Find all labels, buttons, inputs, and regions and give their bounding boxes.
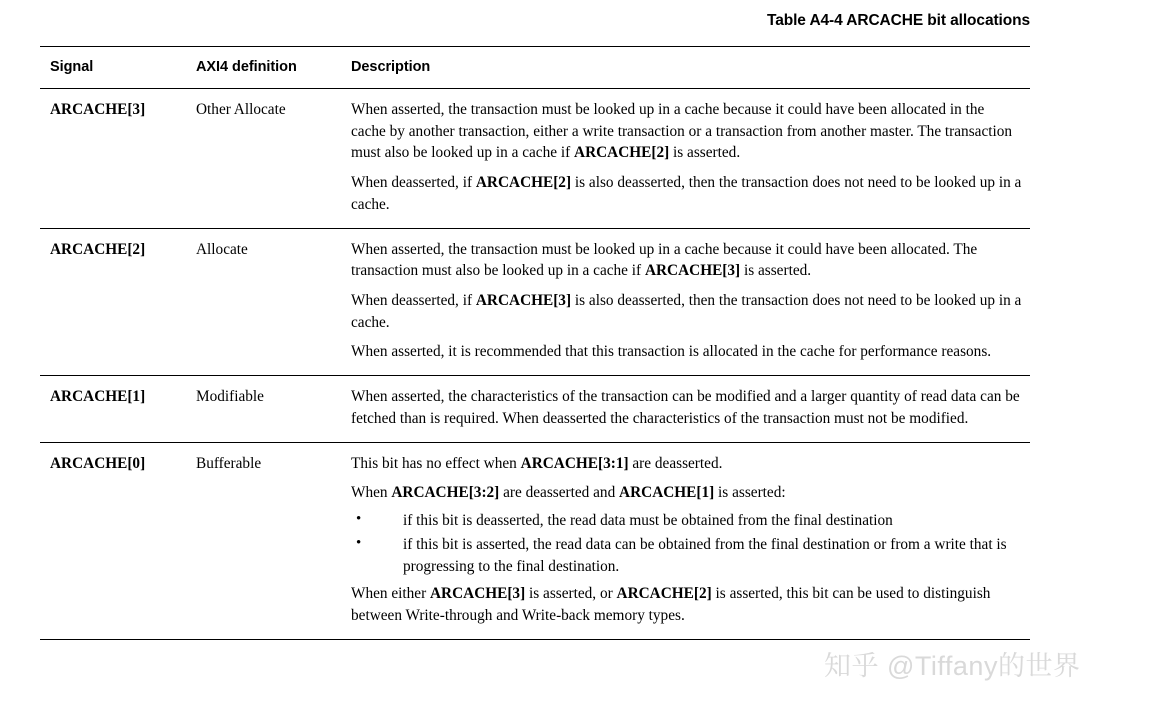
- signal-reference: ARCACHE[3]: [475, 292, 572, 310]
- signal-reference: ARCACHE[3:2]: [391, 484, 500, 502]
- signal-reference: ARCACHE[3]: [430, 585, 526, 603]
- column-header-description: Description: [341, 47, 1030, 89]
- description-paragraph: When asserted, the transaction must be looked up in a cache because it could have been allocated. The transaction must also be looked up in a cache if ARCACHE[3] is asserted.: [351, 240, 978, 280]
- cell-axi4-definition: Bufferable: [186, 442, 341, 639]
- cell-axi4-definition: Other Allocate: [186, 89, 341, 229]
- cell-signal: ARCACHE[0]: [40, 442, 186, 639]
- table-body: [40, 89, 1030, 640]
- signal-reference: ARCACHE[3]: [644, 262, 741, 280]
- table-caption: Table A4-4 ARCACHE bit allocations: [766, 12, 1030, 29]
- signal-reference: ARCACHE[2]: [475, 174, 572, 192]
- description-paragraph: When deasserted, if ARCACHE[3] is also deasserted, then the transaction does not need to be looked up in a cache.: [351, 292, 1022, 331]
- table-row: [40, 228, 1030, 376]
- description-paragraph: When asserted, the transaction must be looked up in a cache because it could have been allocated in the cache by another transaction, either a write transaction or a transaction from another master. The transaction must also be looked up in a cache if ARCACHE[2] is asserted.: [351, 101, 1013, 162]
- header-row: [40, 47, 1030, 89]
- cell-description: [341, 376, 1030, 442]
- cell-description: [341, 442, 1030, 639]
- description-paragraph: When asserted, it is recommended that this transaction is allocated in the cache for performance reasons.: [351, 343, 992, 361]
- signal-reference: ARCACHE[1]: [619, 484, 715, 502]
- cell-description: [341, 89, 1030, 229]
- description-paragraph: This bit has no effect when ARCACHE[3:1] are deasserted.: [351, 454, 723, 472]
- table-row: [40, 89, 1030, 229]
- description-paragraph: When asserted, the characteristics of the transaction can be modified and a larger quantity of read data can be fetched than is required. When deasserted the characteristics of the transaction must not be modified.: [351, 388, 1020, 427]
- watermark: 知乎 @Tiffany的世界: [824, 651, 1081, 681]
- column-header-signal: Signal: [40, 47, 186, 89]
- column-header-axi4-definition: AXI4 definition: [186, 47, 341, 89]
- list-item-text: if this bit is deasserted, the read data must be obtained from the final destination: [403, 512, 893, 530]
- cell-signal: ARCACHE[3]: [40, 89, 186, 229]
- cell-axi4-definition: Modifiable: [186, 376, 341, 442]
- cell-signal: ARCACHE[2]: [40, 228, 186, 376]
- table-header: [40, 47, 1030, 89]
- description-paragraph: When either ARCACHE[3] is asserted, or ARCACHE[2] is asserted, this bit can be used to distinguish between Write-through and Write-back memory types.: [351, 585, 991, 624]
- signal-reference: ARCACHE[2]: [616, 585, 712, 603]
- signal-reference: ARCACHE[3:1]: [520, 454, 629, 472]
- description-bullet-list: [351, 510, 1022, 577]
- table-row: [40, 442, 1030, 639]
- bullet-icon: •: [356, 511, 362, 528]
- arcache-bit-allocations-table: [40, 46, 1030, 640]
- signal-reference: ARCACHE[2]: [574, 144, 670, 162]
- table-row: [40, 376, 1030, 442]
- description-paragraph: When deasserted, if ARCACHE[2] is also deasserted, then the transaction does not need to be looked up in a cache.: [351, 174, 1022, 213]
- list-item-text: if this bit is asserted, the read data can be obtained from the final destination or from a write that is progressing to the final destination.: [403, 535, 1007, 575]
- description-paragraph: When ARCACHE[3:2] are deasserted and ARCACHE[1] is asserted:: [351, 484, 786, 502]
- list-item: [351, 510, 1022, 532]
- list-item: [351, 534, 1022, 577]
- cell-axi4-definition: Allocate: [186, 228, 341, 376]
- cell-description: [341, 228, 1030, 376]
- bullet-icon: •: [356, 534, 362, 551]
- cell-signal: ARCACHE[1]: [40, 376, 186, 442]
